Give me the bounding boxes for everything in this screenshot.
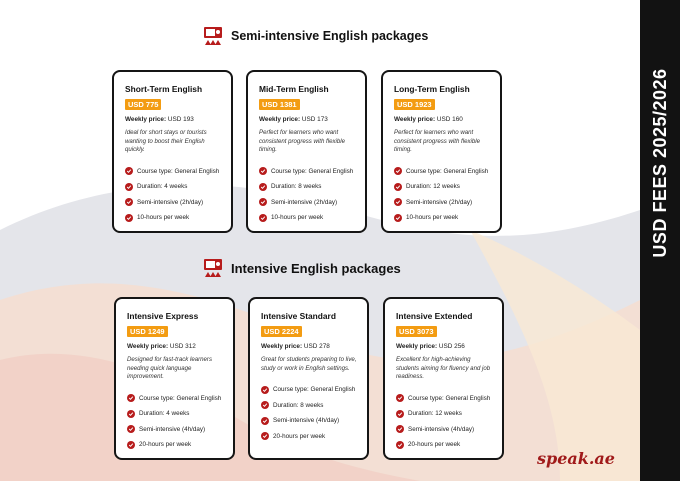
check-icon xyxy=(261,401,269,409)
feature-text: 10-hours per week xyxy=(137,214,190,222)
check-icon xyxy=(394,198,402,206)
feature-text: Duration: 8 weeks xyxy=(271,183,322,191)
price-badge: USD 1923 xyxy=(394,99,435,110)
check-icon xyxy=(127,410,135,418)
price-badge: USD 1381 xyxy=(259,99,300,110)
package-description: Designed for fast-track learners needing quick language improvement. xyxy=(127,356,213,380)
feature-text: Course type: General English xyxy=(408,394,491,402)
feature-item xyxy=(259,179,355,195)
weekly-label: Weekly price: xyxy=(127,343,169,350)
feature-text: Course type: General English xyxy=(139,394,222,402)
package-title: Intensive Express xyxy=(127,311,199,321)
section-header-intensive xyxy=(203,258,401,278)
weekly-price xyxy=(127,343,223,350)
check-icon xyxy=(125,167,133,175)
feature-item xyxy=(394,195,490,211)
price-badge: USD 2224 xyxy=(261,326,302,337)
check-icon xyxy=(125,183,133,191)
feature-text: 20-hours per week xyxy=(273,432,326,440)
feature-text: Duration: 8 weeks xyxy=(273,401,324,409)
feature-text: Course type: General English xyxy=(273,386,356,394)
feature-text: Duration: 12 weeks xyxy=(406,183,460,191)
package-description: Ideal for short stays or tourists wanting to boost their English quickly. xyxy=(125,129,207,153)
feature-item xyxy=(394,210,490,226)
feature-list xyxy=(127,391,223,453)
feature-item xyxy=(394,179,490,195)
feature-list xyxy=(396,391,492,453)
weekly-value: USD 312 xyxy=(169,343,196,350)
check-icon xyxy=(394,167,402,175)
feature-item xyxy=(396,391,492,407)
teacher-board-icon xyxy=(203,258,223,278)
check-icon xyxy=(125,198,133,206)
check-icon xyxy=(261,432,269,440)
feature-text: Duration: 4 weeks xyxy=(139,410,190,418)
weekly-price xyxy=(125,116,221,123)
feature-text: Semi-intensive (4h/day) xyxy=(139,425,206,433)
package-title: Intensive Extended xyxy=(396,311,473,321)
side-banner-text: USD FEES 2025/2026 xyxy=(650,68,670,258)
weekly-label: Weekly price: xyxy=(259,116,301,123)
check-icon xyxy=(261,386,269,394)
feature-item xyxy=(396,406,492,422)
weekly-price xyxy=(259,116,355,123)
feature-item xyxy=(396,437,492,453)
package-description: Excellent for high-achieving students aiming for fluency and job readiness. xyxy=(396,356,491,380)
package-card xyxy=(246,70,367,233)
weekly-label: Weekly price: xyxy=(396,343,438,350)
feature-item xyxy=(261,398,357,414)
brand-logo: speak.ae xyxy=(537,449,615,468)
check-icon xyxy=(259,183,267,191)
feature-list xyxy=(125,164,221,226)
check-icon xyxy=(127,394,135,402)
package-card xyxy=(112,70,233,233)
feature-item xyxy=(261,413,357,429)
feature-text: Course type: General English xyxy=(406,167,489,175)
feature-item xyxy=(125,195,221,211)
feature-item xyxy=(259,210,355,226)
feature-text: Course type: General English xyxy=(271,167,354,175)
weekly-value: USD 278 xyxy=(303,343,330,350)
package-title: Mid-Term English xyxy=(259,84,329,94)
price-badge: USD 1249 xyxy=(127,326,168,337)
feature-text: Duration: 4 weeks xyxy=(137,183,188,191)
feature-item xyxy=(127,406,223,422)
teacher-board-icon xyxy=(203,26,223,46)
package-description: Perfect for learners who want consistent progress with flexible timing. xyxy=(394,129,481,153)
feature-list xyxy=(394,164,490,226)
weekly-price xyxy=(261,343,357,350)
feature-text: Semi-intensive (2h/day) xyxy=(406,198,473,206)
check-icon xyxy=(125,214,133,222)
package-card xyxy=(114,297,235,460)
check-icon xyxy=(396,410,404,418)
check-icon xyxy=(127,425,135,433)
feature-text: 10-hours per week xyxy=(406,214,459,222)
feature-item xyxy=(125,179,221,195)
feature-text: 20-hours per week xyxy=(139,441,192,449)
check-icon xyxy=(396,394,404,402)
check-icon xyxy=(394,214,402,222)
check-icon xyxy=(127,441,135,449)
check-icon xyxy=(259,167,267,175)
package-description: Perfect for learners who want consistent progress with flexible timing. xyxy=(259,129,346,153)
package-card xyxy=(248,297,369,460)
weekly-label: Weekly price: xyxy=(261,343,303,350)
package-card xyxy=(383,297,504,460)
feature-item xyxy=(259,195,355,211)
check-icon xyxy=(261,417,269,425)
weekly-value: USD 193 xyxy=(167,116,194,123)
check-icon xyxy=(259,198,267,206)
weekly-label: Weekly price: xyxy=(125,116,167,123)
package-title: Intensive Standard xyxy=(261,311,336,321)
feature-text: Semi-intensive (4h/day) xyxy=(273,417,340,425)
feature-text: 10-hours per week xyxy=(271,214,324,222)
price-badge: USD 3073 xyxy=(396,326,437,337)
feature-list xyxy=(259,164,355,226)
feature-text: Semi-intensive (4h/day) xyxy=(408,425,475,433)
section-title: Intensive English packages xyxy=(231,260,401,276)
weekly-label: Weekly price: xyxy=(394,116,436,123)
feature-text: Semi-intensive (2h/day) xyxy=(271,198,338,206)
weekly-value: USD 256 xyxy=(438,343,465,350)
feature-text: 20-hours per week xyxy=(408,441,461,449)
check-icon xyxy=(396,425,404,433)
feature-item xyxy=(394,164,490,180)
weekly-price xyxy=(396,343,492,350)
price-badge: USD 775 xyxy=(125,99,161,110)
feature-text: Duration: 12 weeks xyxy=(408,410,462,418)
section-header-semi-intensive xyxy=(203,26,428,46)
weekly-price xyxy=(394,116,490,123)
feature-list xyxy=(261,382,357,444)
feature-item xyxy=(259,164,355,180)
feature-text: Semi-intensive (2h/day) xyxy=(137,198,204,206)
weekly-value: USD 173 xyxy=(301,116,328,123)
feature-item xyxy=(396,422,492,438)
feature-item xyxy=(125,164,221,180)
check-icon xyxy=(259,214,267,222)
check-icon xyxy=(394,183,402,191)
feature-text: Course type: General English xyxy=(137,167,220,175)
feature-item xyxy=(127,437,223,453)
package-title: Short-Term English xyxy=(125,84,203,94)
package-description: Great for students preparing to live, study or work in English settings. xyxy=(261,356,357,372)
weekly-value: USD 160 xyxy=(436,116,463,123)
section-title: Semi-intensive English packages xyxy=(231,29,429,43)
feature-item xyxy=(261,382,357,398)
feature-item xyxy=(127,422,223,438)
package-title: Long-Term English xyxy=(394,84,470,94)
package-card xyxy=(381,70,502,233)
check-icon xyxy=(396,441,404,449)
feature-item xyxy=(261,429,357,445)
feature-item xyxy=(127,391,223,407)
feature-item xyxy=(125,210,221,226)
